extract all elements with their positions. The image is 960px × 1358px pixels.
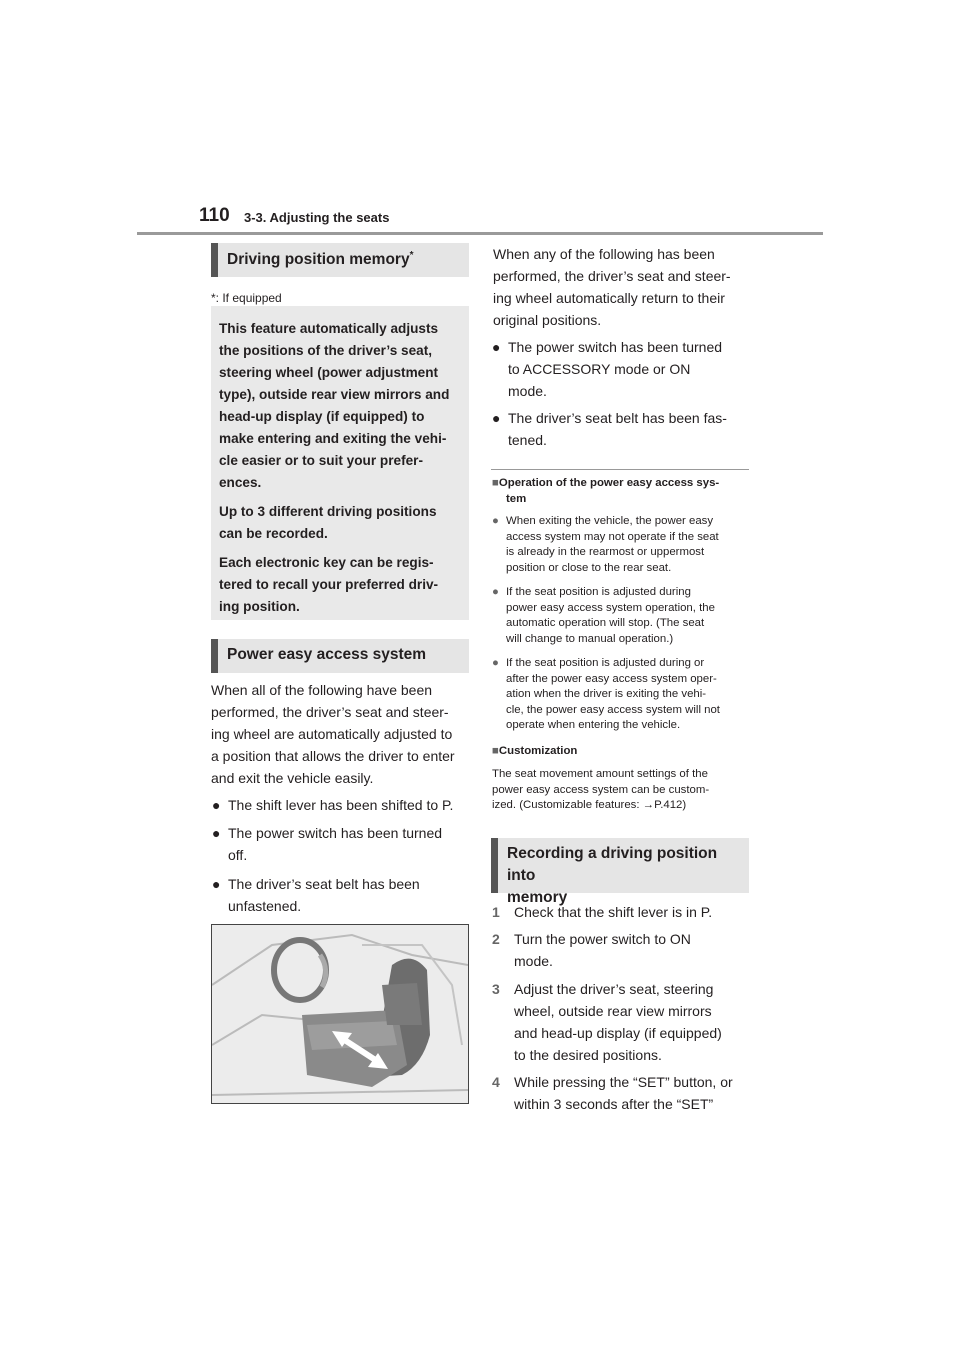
bullet-icon: ●	[212, 797, 221, 813]
bullet-icon: ●	[492, 339, 501, 355]
power-easy-access-intro: When all of the following have been performed, the driver’s seat and steer- ing wheel are automatically adjusted to a position that allows the driver to enter and exit the vehicle easily.	[211, 682, 455, 786]
note-item: ● When exiting the vehicle, the power easy access system may not operate if the seat is already in the rearmost or uppermost position or close to the rear seat.	[492, 515, 719, 574]
bullet-item: ● The power switch has been turned to ACCESSORY mode or ON mode.	[492, 336, 750, 402]
note-item: ● If the seat position is adjusted during power easy access system operation, the automatic operation will stop. (The seat will change to manual operation.)	[492, 586, 715, 645]
small-bullet-icon: ●	[492, 586, 499, 598]
step-item: 4 While pressing the “SET” button, or within 3 seconds after the “SET”	[492, 1071, 762, 1115]
note-title-operation: ■Operation of the power easy access sys- tem	[492, 477, 720, 505]
bullet-item: ● The driver’s seat belt has been fas- tened.	[492, 407, 750, 451]
summary-paragraph-3: Each electronic key can be regis- tered to recall your preferred driv- ing position.	[219, 555, 439, 614]
note-item: ● If the seat position is adjusted during or after the power easy access system oper- ation when the driver is exiting the vehi- cle, the power easy access system will not operate when entering the vehicle.	[492, 657, 720, 731]
small-bullet-icon: ●	[492, 515, 499, 527]
driver-seat-image	[212, 925, 468, 1103]
notes-divider	[491, 469, 749, 470]
bullet-icon: ●	[492, 410, 501, 426]
heading-driving-position-memory	[211, 243, 469, 277]
square-bullet-icon: ■	[492, 477, 499, 489]
footnote-if-equipped: *: If equipped	[211, 291, 282, 305]
seat-illustration	[211, 924, 469, 1104]
step-number: 3	[492, 981, 500, 997]
step-number: 4	[492, 1074, 500, 1090]
small-bullet-icon: ●	[492, 657, 499, 669]
page-number: 110	[199, 205, 230, 226]
square-bullet-icon: ■	[492, 745, 499, 757]
header-rule	[137, 232, 823, 235]
step-number: 2	[492, 931, 500, 947]
step-number: 1	[492, 904, 500, 920]
return-intro: When any of the following has been performed, the driver’s seat and steer- ing wheel automatically return to their original positions.	[493, 246, 731, 328]
note-title-customization: ■Customization	[492, 745, 578, 757]
summary-paragraph-2: Up to 3 different driving positions can be recorded.	[219, 504, 437, 541]
bullet-icon: ●	[212, 876, 221, 892]
heading-power-easy-access: Power easy access system	[211, 639, 469, 673]
step-item: 2 Turn the power switch to ON mode.	[492, 928, 752, 972]
bullet-item: ● The power switch has been turned off.	[212, 822, 470, 866]
step-item: 1 Check that the shift lever is in P.	[492, 901, 752, 923]
heading-text: Driving position memory	[227, 251, 410, 269]
bullet-icon: ●	[212, 825, 221, 841]
summary-paragraph-1: This feature automatically adjusts the positions of the driver’s seat, steering wheel (power adjustment type), outside rear view mirrors and head-up display (if equipped) to make entering and exiting the vehi- cle easier or to suit your prefer- ences.	[219, 321, 450, 490]
heading-recording-position: Recording a driving position into memory	[491, 838, 749, 893]
bullet-item: ● The driver’s seat belt has been unfastened.	[212, 873, 470, 917]
asterisk-mark: *	[409, 250, 414, 261]
section-title: 3-3. Adjusting the seats	[244, 210, 390, 225]
step-item: 3 Adjust the driver’s seat, steering wheel, outside rear view mirrors and head-up display (if equipped) to the desired positions.	[492, 978, 752, 1066]
customization-text: The seat movement amount settings of the power easy access system can be custom- ized. (Customizable features: →P.412)	[492, 768, 710, 811]
summary-box	[211, 306, 469, 620]
bullet-item: ● The shift lever has been shifted to P.	[212, 794, 470, 816]
